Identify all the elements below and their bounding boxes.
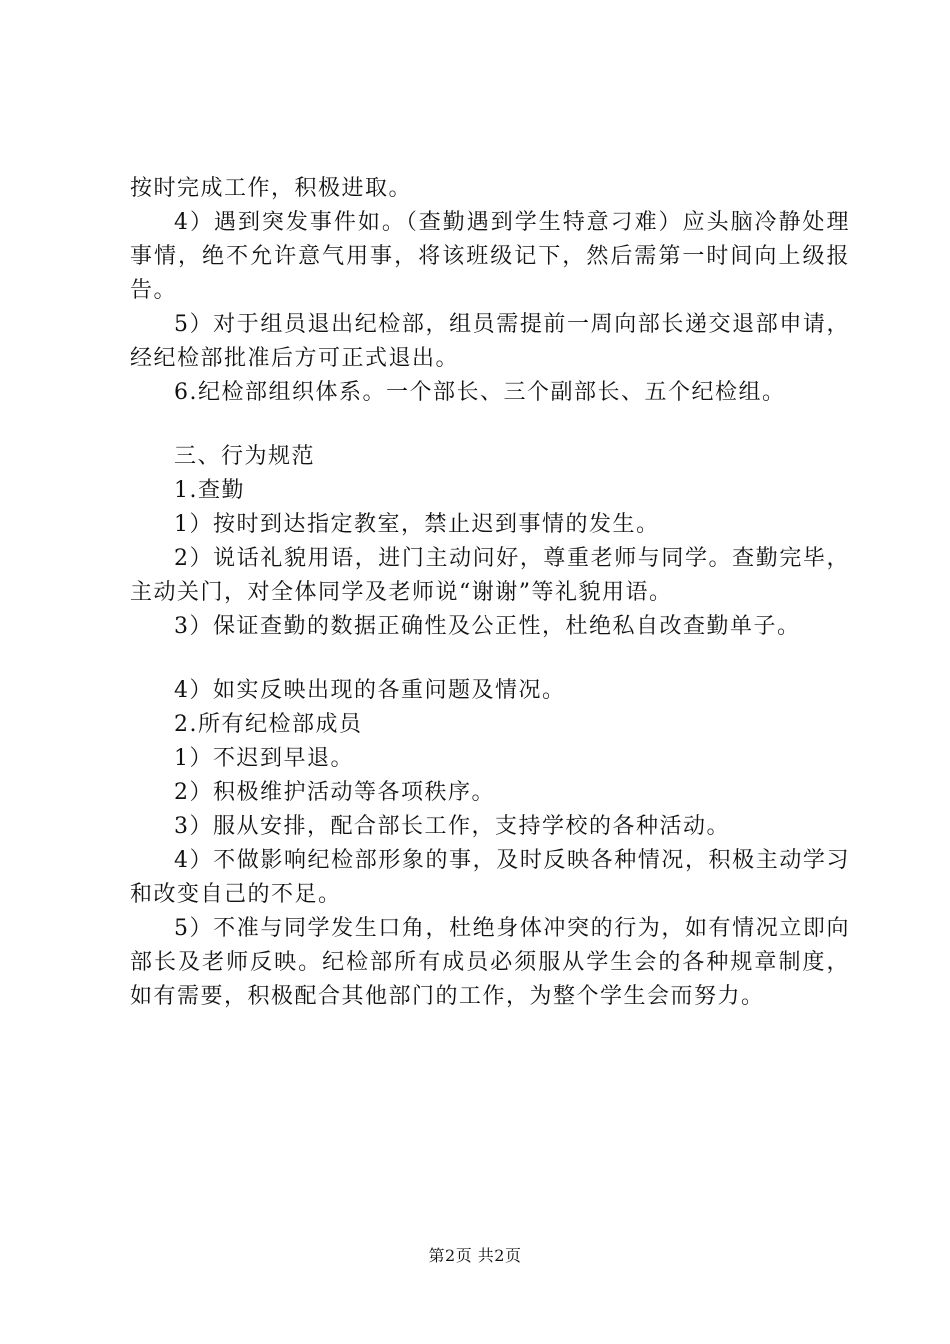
paragraph-members-4: 4）不做影响纪检部形象的事，及时反映各种情况，积极主动学习和改变自己的不足。 (130, 848, 850, 907)
paragraph-item-5-withdrawal: 5）对于组员退出纪检部，组员需提前一周向部长递交退部申请，经纪检部批准后方可正式退出。 (130, 312, 850, 371)
paragraph-gap (130, 644, 850, 674)
paragraph-attendance-1: 1）按时到达指定教室，禁止迟到事情的发生。 (174, 512, 660, 537)
section-heading-conduct: 三、行为规范 (174, 444, 316, 469)
subheading-all-members: 2.所有纪检部成员 (174, 712, 363, 737)
page-footer: 第2页 共2页 (428, 1246, 522, 1265)
paragraph-members-1: 1）不迟到早退。 (174, 746, 354, 771)
paragraph-members-2: 2）积极维护活动等各项秩序。 (174, 780, 495, 805)
paragraph-attendance-4: 4）如实反映出现的各重问题及情况。 (174, 678, 566, 703)
paragraph-members-5: 5）不准与同学发生口角，杜绝身体冲突的行为，如有情况立即向部长及老师反映。纪检部所有成员必须服从学生会的各种规章制度，如有需要，积极配合其他部门的工作，为整个学生会而努力。 (130, 916, 850, 1009)
paragraph-item-6-organization: 6.纪检部组织体系。一个部长、三个副部长、五个纪检组。 (174, 380, 786, 405)
paragraph-attendance-2: 2）说话礼貌用语，进门主动问好，尊重老师与同学。查勤完毕，主动关门，对全体同学及老师说“谢谢”等礼貌用语。 (130, 546, 850, 605)
paragraph-item-4-emergency: 4）遇到突发事件如。（查勤遇到学生特意刁难）应头脑冷静处理事情，绝不允许意气用事，将该班级记下，然后需第一时间向上级报告。 (130, 210, 850, 303)
paragraph-gap (130, 410, 850, 440)
paragraph-members-3: 3）服从安排，配合部长工作，支持学校的各种活动。 (174, 814, 730, 839)
document-body (130, 172, 850, 1014)
subheading-attendance: 1.查勤 (174, 478, 245, 503)
paragraph-attendance-3: 3）保证查勤的数据正确性及公正性，杜绝私自改查勤单子。 (174, 614, 801, 639)
paragraph-continuation: 按时完成工作，积极进取。 (130, 176, 413, 201)
